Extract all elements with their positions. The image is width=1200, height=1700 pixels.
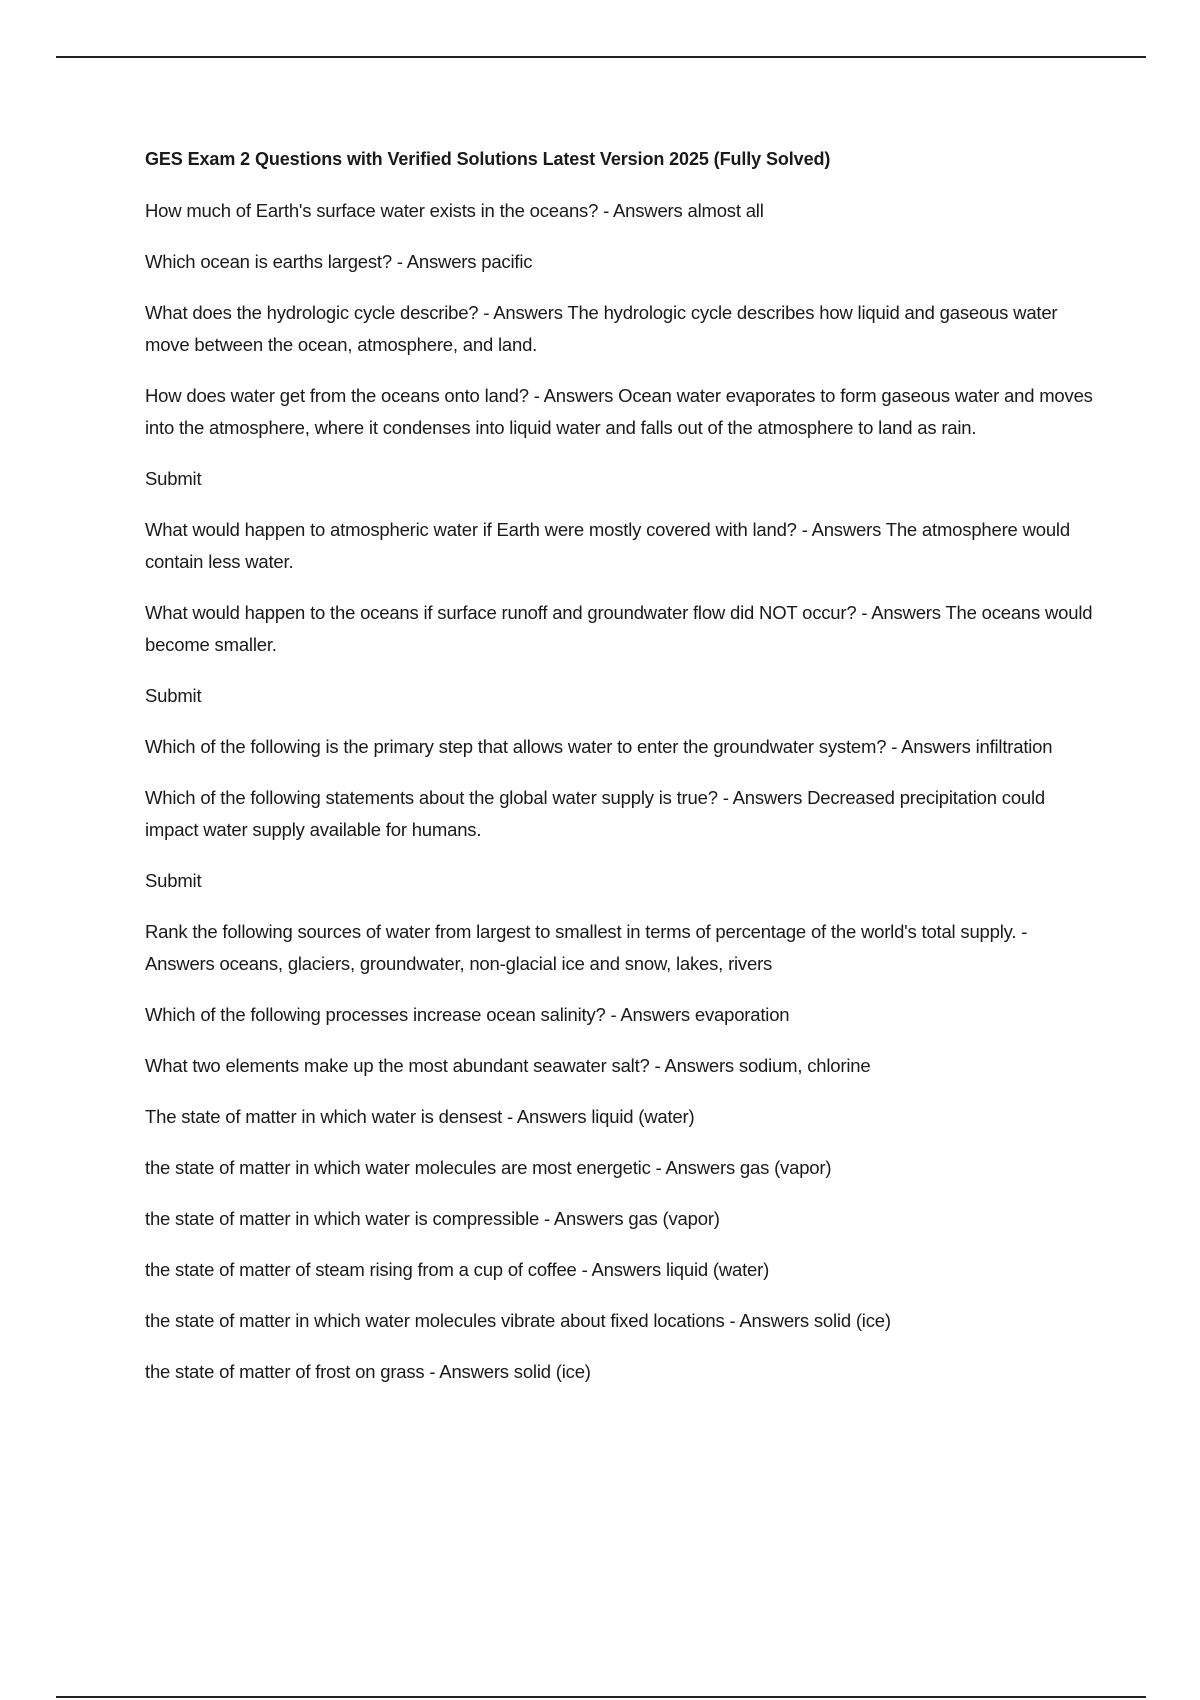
qa-entry: Which of the following statements about the global water supply is true? - Answers Decreased precipitation could impact water supply available for humans. — [145, 787, 1046, 840]
document-body — [145, 143, 1095, 1407]
qa-entry: Rank the following sources of water from largest to smallest in terms of percentage of the world's total supply. - Answers oceans, glaciers, groundwater, non-glacial ice and snow, lakes, rivers — [145, 921, 1028, 974]
footer-rule — [56, 1696, 1146, 1698]
header-rule — [56, 56, 1146, 58]
qa-entry: Which of the following is the primary step that allows water to enter the groundwater system? - Answers infiltration — [145, 736, 1053, 757]
qa-entry: the state of matter in which water molecules are most energetic - Answers gas (vapor) — [145, 1157, 832, 1178]
qa-entry: What two elements make up the most abundant seawater salt? - Answers sodium, chlorine — [145, 1055, 871, 1076]
qa-entry: The state of matter in which water is densest - Answers liquid (water) — [145, 1106, 695, 1127]
submit-label: Submit — [145, 468, 202, 489]
qa-entry: What would happen to the oceans if surface runoff and groundwater flow did NOT occur? - Answers The oceans would become smaller. — [145, 602, 1093, 655]
submit-label: Submit — [145, 685, 202, 706]
qa-entry: How much of Earth's surface water exists in the oceans? - Answers almost all — [145, 200, 764, 221]
qa-entry: What would happen to atmospheric water if Earth were mostly covered with land? - Answers The atmosphere would contain less water. — [145, 519, 1070, 572]
qa-entry: the state of matter in which water molecules vibrate about fixed locations - Answers solid (ice) — [145, 1310, 891, 1331]
qa-entry: the state of matter of steam rising from a cup of coffee - Answers liquid (water) — [145, 1259, 770, 1280]
qa-entry: How does water get from the oceans onto land? - Answers Ocean water evaporates to form gaseous water and moves into the atmosphere, where it condenses into liquid water and falls out of the atmosphere to land as rain. — [145, 385, 1093, 438]
qa-entry: Which of the following processes increase ocean salinity? - Answers evaporation — [145, 1004, 790, 1025]
document-title: GES Exam 2 Questions with Verified Solutions Latest Version 2025 (Fully Solved) — [145, 149, 831, 169]
qa-entry: What does the hydrologic cycle describe? - Answers The hydrologic cycle describes how liquid and gaseous water move between the ocean, atmosphere, and land. — [145, 302, 1058, 355]
qa-entry: Which ocean is earths largest? - Answers pacific — [145, 251, 533, 272]
qa-entry: the state of matter in which water is compressible - Answers gas (vapor) — [145, 1208, 720, 1229]
qa-entry: the state of matter of frost on grass - Answers solid (ice) — [145, 1361, 591, 1382]
submit-label: Submit — [145, 870, 202, 891]
